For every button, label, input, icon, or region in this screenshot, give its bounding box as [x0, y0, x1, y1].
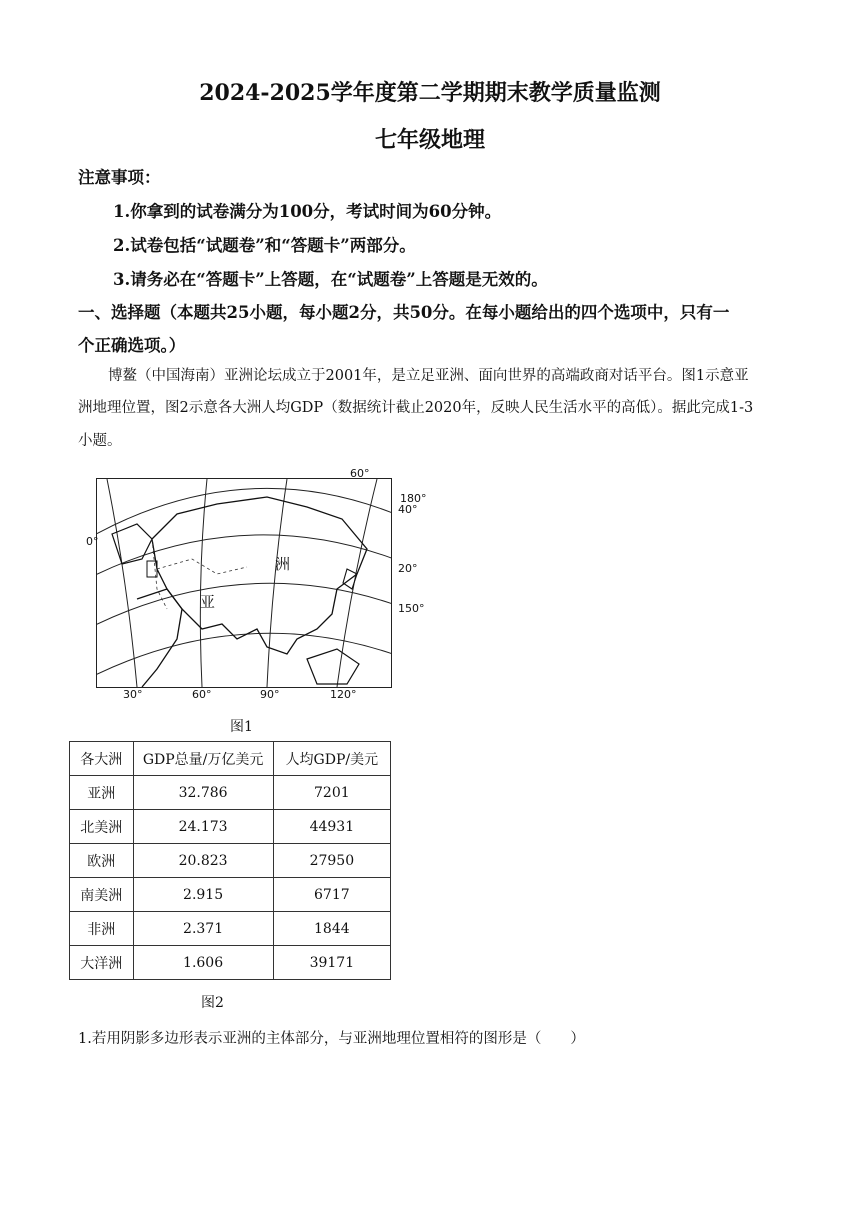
figure2-caption: 图2	[201, 995, 224, 1011]
map-label-bottom-90: 90°	[260, 688, 280, 701]
notice-heading: 注意事项：	[78, 168, 161, 187]
table-cell-per-capita: 44931	[273, 810, 390, 844]
section-heading-line2: 个正确选项。）	[78, 336, 186, 355]
table-header-cell: 人均GDP/美元	[273, 742, 390, 776]
notice-item-1: 1.你拿到的试卷满分为100分，考试时间为60分钟。	[113, 202, 502, 221]
map-label-lat20: 20°	[398, 562, 418, 575]
table-header-cell: 各大洲	[70, 742, 134, 776]
table-cell-continent: 大洋洲	[70, 946, 134, 980]
table-cell-continent: 北美洲	[70, 810, 134, 844]
map-label-lat60: 60°	[350, 467, 370, 480]
intro-line-3: 小题。	[78, 433, 122, 449]
table-cell-gdp: 2.915	[133, 878, 273, 912]
table-cell-continent: 南美洲	[70, 878, 134, 912]
table-row	[70, 946, 391, 980]
exam-title: 2024-2025学年度第二学期期末教学质量监测	[199, 80, 661, 106]
map-label-lon150: 150°	[398, 602, 425, 615]
exam-subtitle: 七年级地理	[374, 127, 485, 153]
table-cell-per-capita: 7201	[273, 776, 390, 810]
table-row	[70, 912, 391, 946]
table-cell-continent: 非洲	[70, 912, 134, 946]
table-cell-gdp: 1.606	[133, 946, 273, 980]
intro-line-1: 博鳌（中国海南）亚洲论坛成立于2001年，是立足亚洲、面向世界的高端政商对话平台。图1示意亚	[108, 368, 749, 384]
table-cell-per-capita: 39171	[273, 946, 390, 980]
map-label-bottom-30: 30°	[123, 688, 143, 701]
table-cell-continent: 欧洲	[70, 844, 134, 878]
map-label-lon0: 0°	[86, 535, 99, 548]
section-heading-line1: 一、选择题（本题共25小题，每小题2分，共50分。在每小题给出的四个选项中，只有一	[78, 303, 730, 322]
notice-item-2: 2.试卷包括“试题卷”和“答题卡”两部分。	[113, 236, 416, 255]
map-label-lon180: 180°	[400, 492, 427, 505]
map-label-bottom-60: 60°	[192, 688, 212, 701]
table-cell-per-capita: 27950	[273, 844, 390, 878]
table-header-row	[70, 742, 391, 776]
table-cell-continent: 亚洲	[70, 776, 134, 810]
map-label-ya: 亚	[200, 593, 216, 611]
table-row	[70, 810, 391, 844]
table-header-cell: GDP总量/万亿美元	[133, 742, 273, 776]
table-cell-gdp: 20.823	[133, 844, 273, 878]
map-label-bottom-120: 120°	[330, 688, 357, 701]
asia-map-graphic	[97, 479, 391, 687]
notice-item-3: 3.请务必在“答题卡”上答题，在“试题卷”上答题是无效的。	[113, 270, 548, 289]
map-label-zhou: 洲	[275, 555, 291, 573]
table-cell-per-capita: 1844	[273, 912, 390, 946]
map-label-lat40: 40°	[398, 503, 418, 516]
table-cell-per-capita: 6717	[273, 878, 390, 912]
intro-line-2: 洲地理位置，图2示意各大洲人均GDP（数据统计截止2020年，反映人民生活水平的高低）。据此完成1-3	[78, 400, 754, 416]
table-row	[70, 776, 391, 810]
table-row	[70, 878, 391, 912]
gdp-table	[69, 741, 391, 980]
table-cell-gdp: 2.371	[133, 912, 273, 946]
asia-map	[96, 478, 392, 688]
question-1-text: 1.若用阴影多边形表示亚洲的主体部分，与亚洲地理位置相符的图形是（ ）	[78, 1031, 585, 1047]
table-cell-gdp: 32.786	[133, 776, 273, 810]
figure1-caption: 图1	[230, 719, 253, 735]
table-row	[70, 844, 391, 878]
table-cell-gdp: 24.173	[133, 810, 273, 844]
